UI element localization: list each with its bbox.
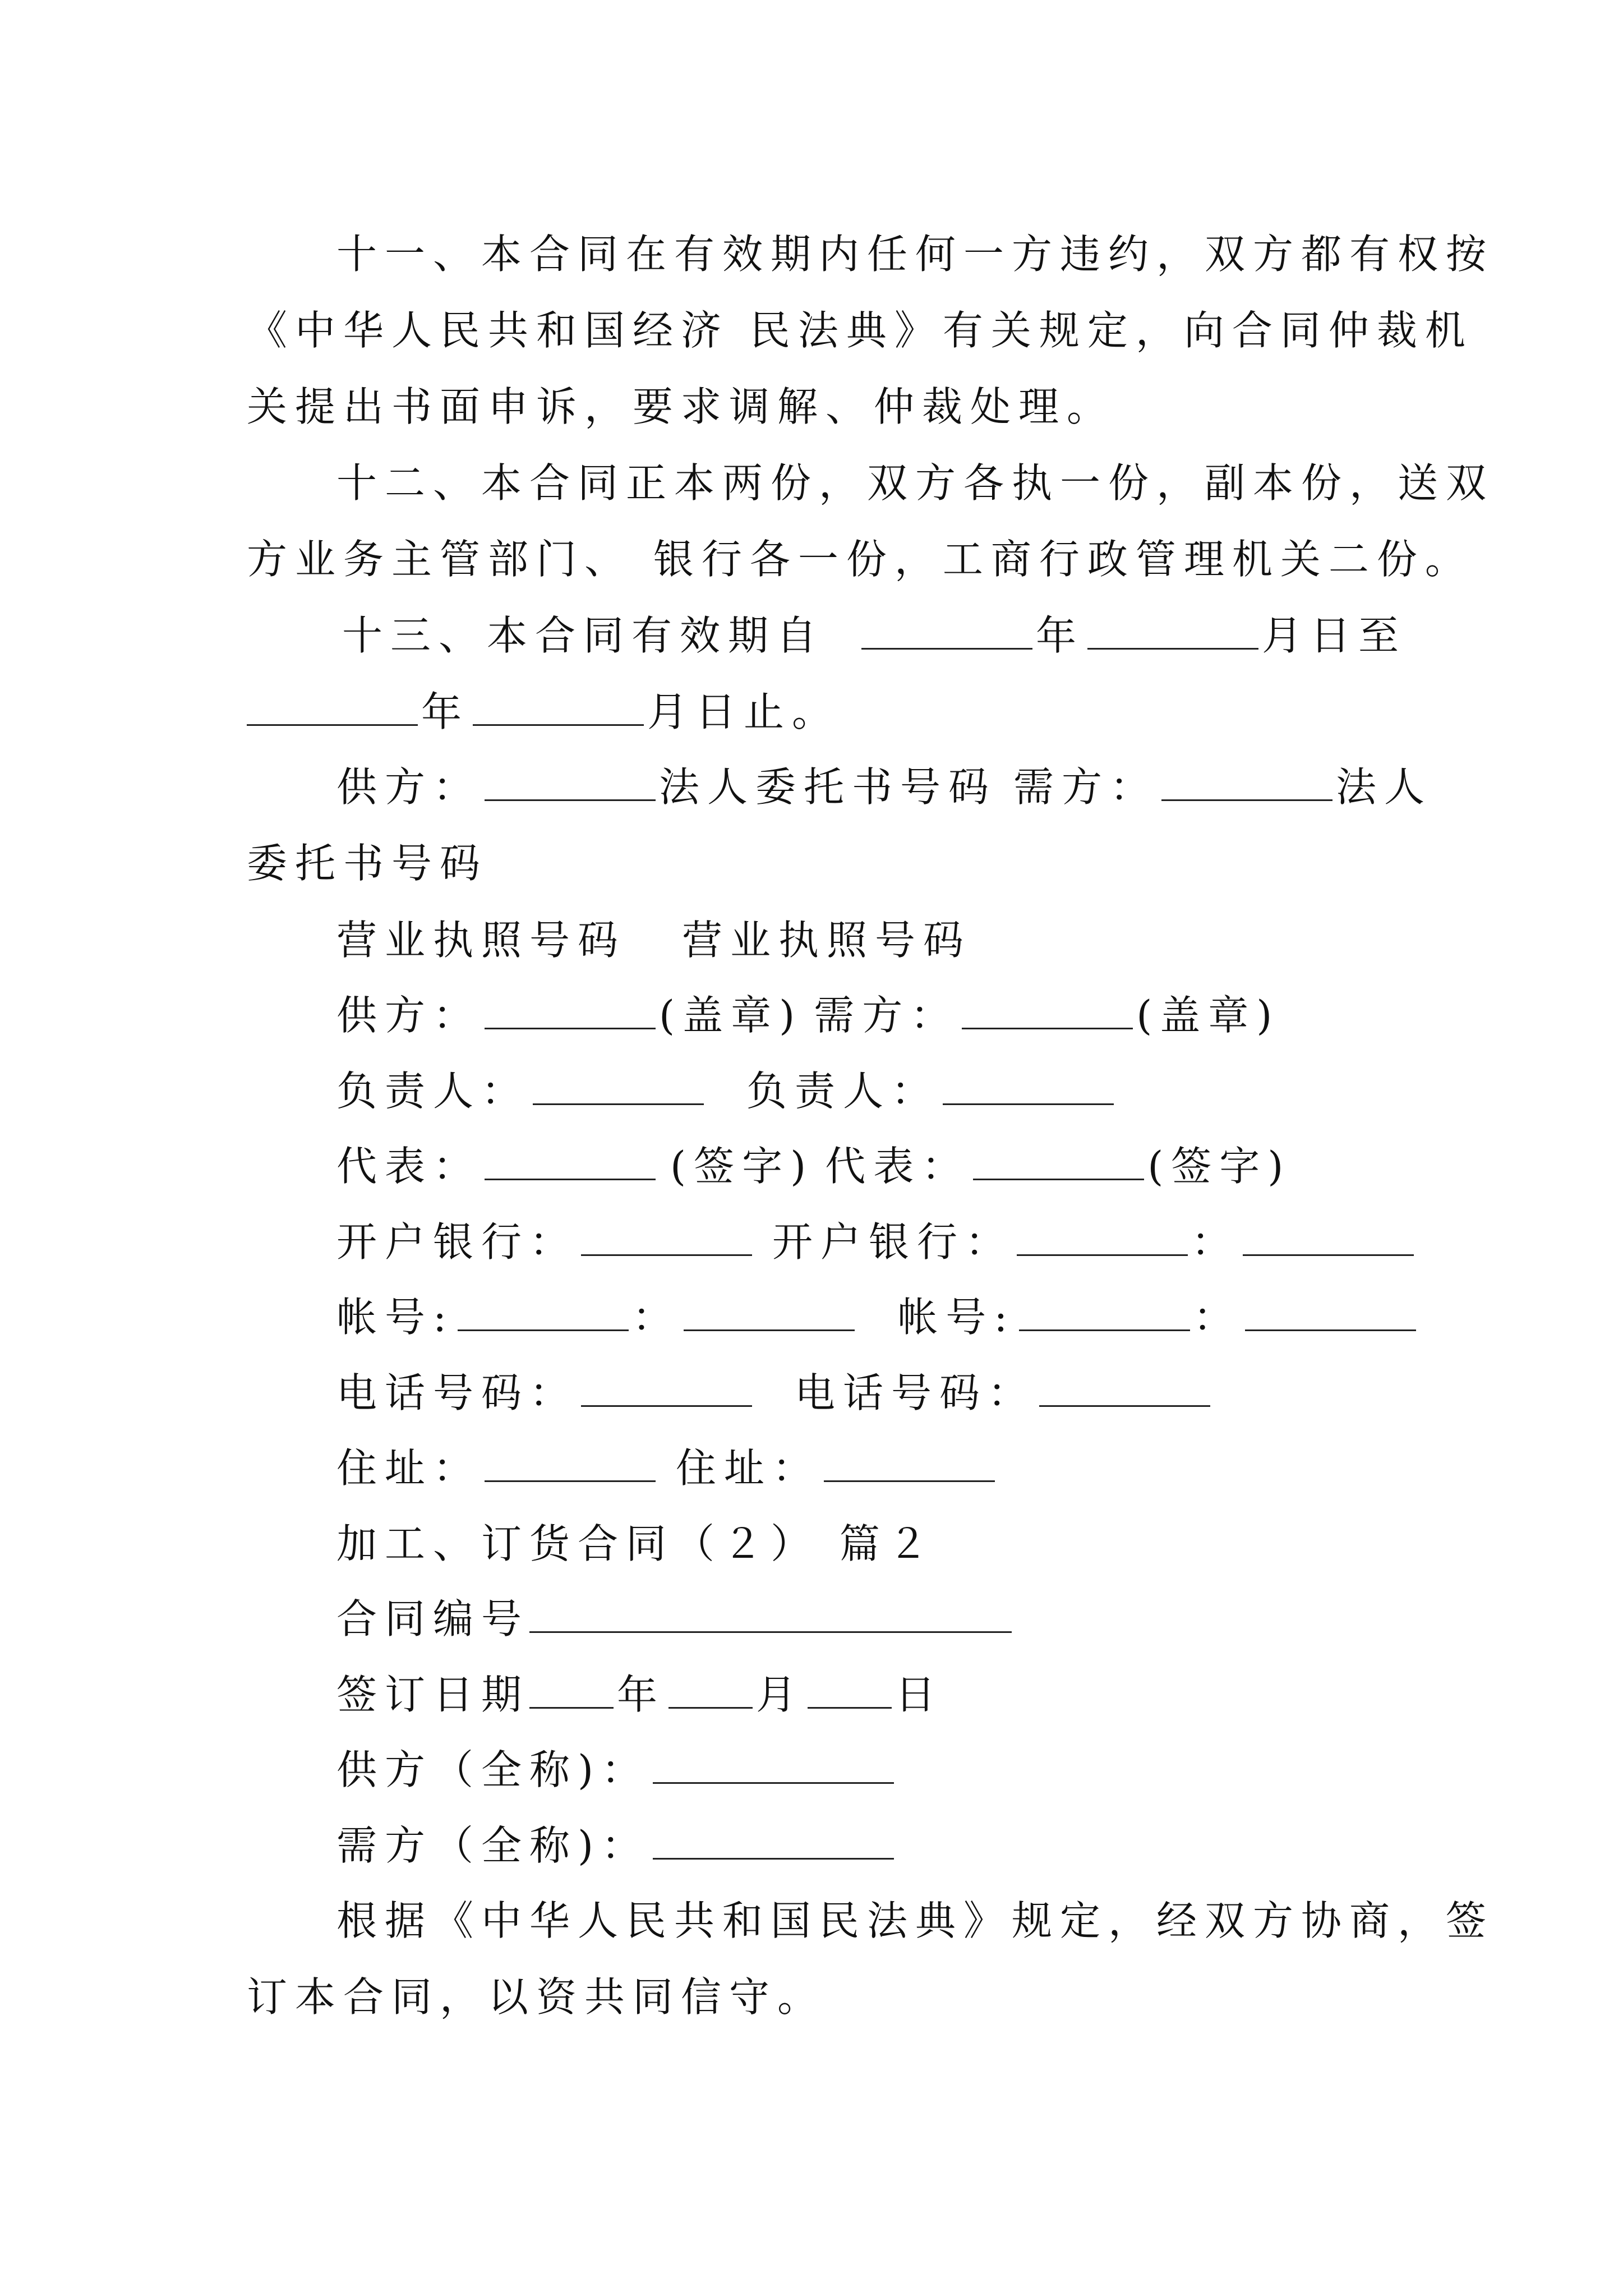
buyer-full-blank bbox=[653, 1825, 894, 1860]
clause-13-line-2 bbox=[247, 679, 840, 738]
signature-mark-2: (签字) bbox=[1147, 1143, 1292, 1190]
proxy-label: 法人委托书号码 bbox=[659, 763, 997, 811]
person-row bbox=[336, 1059, 1117, 1117]
clause-13-line-1 bbox=[342, 603, 1407, 661]
phone-label-1: 电话号码： bbox=[336, 1369, 578, 1416]
basis-line-1: 根据《中华人民共和国民法典》规定，经双方协商，签 bbox=[336, 1897, 1495, 1944]
clause-13-text-d: 年 bbox=[421, 688, 470, 735]
contract-number-label: 合同编号 bbox=[336, 1595, 530, 1642]
clause-11 bbox=[247, 222, 1495, 430]
account-blank-2 bbox=[684, 1297, 855, 1331]
clause-12 bbox=[247, 450, 1495, 583]
supplier-full-blank bbox=[653, 1750, 894, 1784]
account-row bbox=[336, 1285, 1419, 1343]
party-proxy-row bbox=[336, 754, 1432, 813]
signature-mark-1: (签字) bbox=[670, 1143, 814, 1190]
sign-month-blank bbox=[668, 1674, 753, 1709]
bank-label-2: 开户银行： bbox=[772, 1218, 1014, 1266]
bank-label-1: 开户银行： bbox=[336, 1218, 578, 1266]
supplier-label: 供方： bbox=[336, 763, 482, 811]
end-month-blank bbox=[473, 692, 644, 726]
person-label-1: 负责人： bbox=[336, 1068, 530, 1115]
address-blank-2 bbox=[824, 1448, 995, 1482]
sign-year-label: 年 bbox=[617, 1671, 666, 1718]
end-year-blank bbox=[247, 692, 418, 726]
account-blank-4 bbox=[1245, 1297, 1416, 1331]
clause-13-text-b: 年 bbox=[1036, 612, 1085, 659]
representative-row bbox=[336, 1134, 1291, 1192]
bank-row bbox=[336, 1209, 1417, 1268]
proxy-continuation: 委托书号码 bbox=[247, 840, 488, 887]
account-colon-1: ： bbox=[632, 1294, 681, 1341]
clause-11-line-3: 关提出书面申诉，要求调解、仲裁处理。 bbox=[247, 383, 1115, 430]
address-blank-1 bbox=[485, 1448, 656, 1482]
account-colon-2: ： bbox=[1193, 1294, 1242, 1341]
sign-day-blank bbox=[808, 1674, 892, 1709]
start-year-blank bbox=[861, 615, 1032, 650]
clause-11-line-2: 《中华人民共和国经济 民法典》有关规定，向合同仲裁机 bbox=[247, 307, 1473, 354]
clause-13-text-c: 月日至 bbox=[1262, 612, 1407, 659]
person-label-2: 负责人： bbox=[746, 1068, 940, 1115]
seal-supplier-blank bbox=[485, 995, 656, 1029]
seal-buyer-blank bbox=[962, 995, 1133, 1029]
clause-11-line-1: 十一、本合同在有效期内任何一方违约，双方都有权按 bbox=[336, 231, 1495, 278]
account-label-2: 帐号: bbox=[897, 1294, 1016, 1341]
sign-year-blank bbox=[529, 1674, 614, 1709]
rep-blank-2 bbox=[973, 1146, 1144, 1180]
person-blank-2 bbox=[943, 1071, 1114, 1105]
supplier-full-row bbox=[336, 1737, 897, 1796]
basis-paragraph bbox=[247, 1888, 1495, 2021]
buyer-blank bbox=[1161, 767, 1332, 801]
sign-date-row bbox=[336, 1662, 943, 1720]
bank-blank-2 bbox=[1017, 1222, 1188, 1256]
party-proxy-line bbox=[247, 754, 1433, 887]
buyer-full-label: 需方（全称)： bbox=[336, 1822, 650, 1869]
seal-mark-2: (盖章) bbox=[1136, 992, 1280, 1039]
bank-colon: ： bbox=[1191, 1218, 1240, 1266]
phone-row bbox=[336, 1360, 1214, 1419]
clause-13-text-a: 十三、本合同有效期自 bbox=[342, 612, 825, 659]
sign-day-label: 日 bbox=[895, 1671, 944, 1718]
license-label-2: 营业执照号码 bbox=[682, 917, 972, 964]
supplier-blank bbox=[485, 767, 656, 801]
basis-line-2: 订本合同，以资共同信守。 bbox=[247, 1973, 826, 2021]
clause-13-text-e: 月日止。 bbox=[647, 688, 841, 735]
address-label-2: 住址： bbox=[676, 1444, 821, 1492]
address-row bbox=[336, 1435, 998, 1494]
phone-label-2: 电话号码： bbox=[795, 1369, 1036, 1416]
seal-mark-1: (盖章) bbox=[659, 992, 803, 1039]
buyer-label: 需方： bbox=[1013, 763, 1159, 811]
rep-blank-1 bbox=[485, 1146, 656, 1180]
proxy-label-2: 法人 bbox=[1336, 763, 1433, 811]
license-label-1: 营业执照号码 bbox=[336, 917, 626, 964]
phone-blank-1 bbox=[581, 1373, 752, 1407]
contract-number-blank bbox=[529, 1599, 1012, 1633]
address-label-1: 住址： bbox=[336, 1444, 482, 1492]
rep-label-2: 代表： bbox=[825, 1143, 970, 1190]
bank-blank-1 bbox=[581, 1222, 752, 1256]
phone-blank-2 bbox=[1039, 1373, 1210, 1407]
person-blank-1 bbox=[533, 1071, 704, 1105]
bank-blank-3 bbox=[1243, 1222, 1414, 1256]
clause-12-line-2: 方业务主管部门、 银行各一份，工商行政管理机关二份。 bbox=[247, 536, 1473, 583]
seal-supplier-label: 供方： bbox=[336, 992, 482, 1039]
rep-label-1: 代表： bbox=[336, 1143, 482, 1190]
license-row bbox=[336, 908, 971, 966]
sign-date-label: 签订日期 bbox=[336, 1671, 530, 1718]
start-month-blank bbox=[1087, 615, 1258, 650]
seal-row bbox=[336, 983, 1280, 1041]
clause-12-line-1: 十二、本合同正本两份，双方各执一份，副本份，送双 bbox=[336, 459, 1495, 507]
clause-13 bbox=[247, 603, 1407, 735]
seal-buyer-label: 需方： bbox=[814, 992, 959, 1039]
sign-month-label: 月 bbox=[756, 1671, 805, 1718]
account-blank-1 bbox=[458, 1297, 629, 1331]
contract-number-row bbox=[336, 1586, 1015, 1645]
account-label-1: 帐号: bbox=[336, 1294, 455, 1341]
account-blank-3 bbox=[1019, 1297, 1190, 1331]
part-2-title: 加工、订货合同（２） 篇２ bbox=[336, 1520, 936, 1567]
buyer-full-row bbox=[336, 1813, 897, 1871]
supplier-full-label: 供方（全称)： bbox=[336, 1746, 650, 1793]
